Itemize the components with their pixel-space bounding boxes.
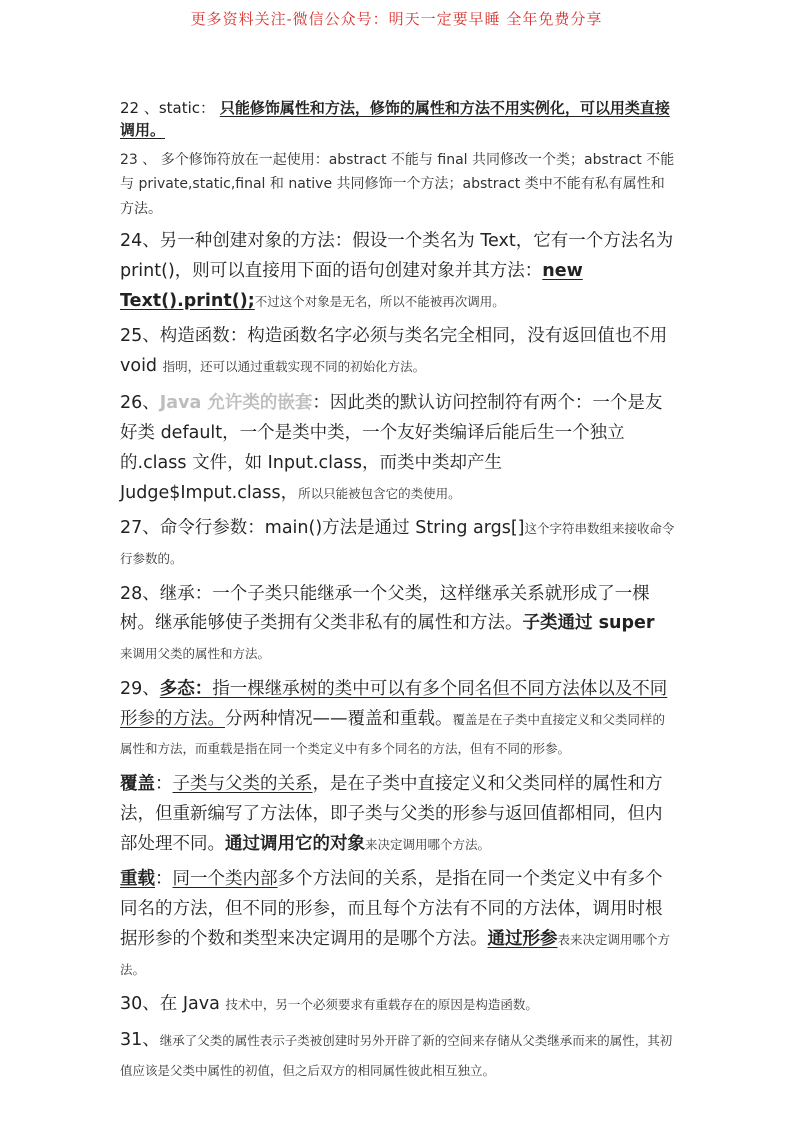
overload-colon: ： [155, 869, 173, 890]
item-28-note: 来调用父类的属性和方法。 [120, 646, 271, 662]
item-22 [120, 98, 675, 142]
override-colon: ： [155, 774, 173, 795]
item-26-text: ：因此类的默认访问控制符有两个：一个是友好类 default，一个是类中类，一个友好类编译后能后生一个独立的.class 文件，如 Input.class，而类中类却产生 Judge$Imput.class， [120, 392, 663, 504]
overload-section [120, 865, 675, 984]
item-26-heading: Java 允许类的嵌套 [159, 392, 313, 413]
item-30-text: 30、在 Java [120, 994, 226, 1015]
item-23: 23 、 多个修饰符放在一起使用：abstract 不能与 final 共同修改一个类；abstract 不能与 private,static,final 和 native 共同修饰一个方法；abstract 类中不能有私有属性和方法。 [120, 151, 675, 217]
item-29-note: 覆盖是在子类中直接定义和父类同样的属性和方法，而重载是指在同一个类定义中有多个同名的方法，但有不同的形参。 [120, 711, 666, 757]
item-24-code: new Text().print(); [120, 260, 583, 311]
item-24-text: 24、另一种创建对象的方法：假设一个类名为 Text，它有一个方法名为 print()，则可以直接用下面的语句创建对象并其方法： [120, 231, 674, 281]
header-banner: 更多资料关注-微信公众号：明天一定要早睡 全年免费分享 [190, 10, 603, 28]
item-25-text: 25、构造函数：构造函数名字必须与类名完全相同，没有返回值也不用 void [120, 326, 668, 376]
item-29-term: 多态： [159, 678, 213, 699]
overload-relation: 同一个类内部 [172, 869, 278, 890]
document-body [120, 98, 675, 1092]
item-28-emphasis: 子类通过 super [522, 613, 655, 634]
override-term: 覆盖 [120, 774, 155, 795]
overload-text: 多个方法间的关系，是指在同一个类定义中有多个同名的方法，但不同的形参，而且每个方法有不同的方法体，调用时根据形参的个数和类型来决定调用的是哪个方法。 [120, 869, 663, 949]
item-26-number: 26、 [120, 392, 160, 413]
item-27 [120, 514, 675, 574]
item-28-text: 28、继承：一个子类只能继承一个父类，这样继承关系就形成了一棵树。继承能够使子类拥有父类非私有的属性和方法。 [120, 583, 650, 634]
overload-term: 重载 [120, 869, 155, 890]
item-26-note: 所以只能被包含它的类使用。 [298, 486, 461, 502]
item-27-note: 这个字符串数组来接收命令行参数的。 [120, 521, 675, 566]
item-22-prefix: 22 、static： [120, 99, 220, 117]
item-25 [120, 322, 675, 382]
item-27-text: 27、命令行参数：main()方法是通过 String args[] [120, 518, 525, 539]
item-31 [120, 1026, 675, 1086]
override-relation: 子类与父类的关系 [172, 774, 313, 795]
item-29-number: 29、 [120, 678, 160, 699]
item-29-text: 分两种情况——覆盖和重载。 [225, 708, 453, 729]
item-24 [120, 227, 675, 316]
item-24-note: 不过这个对象是无名，所以不能被再次调用。 [254, 293, 505, 309]
override-section [120, 770, 675, 859]
item-29-definition: 指一棵继承树的类中可以有多个同名但不同方法体以及不同形参的方法。 [120, 678, 668, 729]
overload-note: 表来决定调用哪个方法。 [120, 931, 671, 977]
item-29 [120, 675, 675, 764]
override-text: ，是在子类中直接定义和父类同样的属性和方法，但重新编写了方法体，即子类与父类的形参与返回值都相同，但内部处理不同。 [120, 774, 663, 854]
item-31-text: 继承了父类的属性表示子类被创建时另外开辟了新的空间来存储从父类继承而来的属性，其初值应该是父类中属性的初值，但之后双方的相同属性彼此相互独立。 [120, 1033, 673, 1078]
item-25-note: 指明，还可以通过重载实现不同的初始化方法。 [162, 359, 426, 374]
item-31-number: 31、 [120, 1030, 160, 1051]
item-28 [120, 580, 675, 669]
item-26 [120, 388, 675, 508]
override-emphasis: 通过调用它的对象 [225, 833, 365, 854]
overload-emphasis: 通过形参 [487, 928, 558, 949]
item-30 [120, 990, 675, 1020]
item-30-note: 技术中，另一个必须要求有重载存在的原因是构造函数。 [225, 997, 538, 1013]
item-22-statement: 只能修饰属性和方法，修饰的属性和方法不用实例化，可以用类直接调用。 [120, 99, 670, 139]
override-note: 来决定调用哪个方法。 [365, 836, 491, 852]
